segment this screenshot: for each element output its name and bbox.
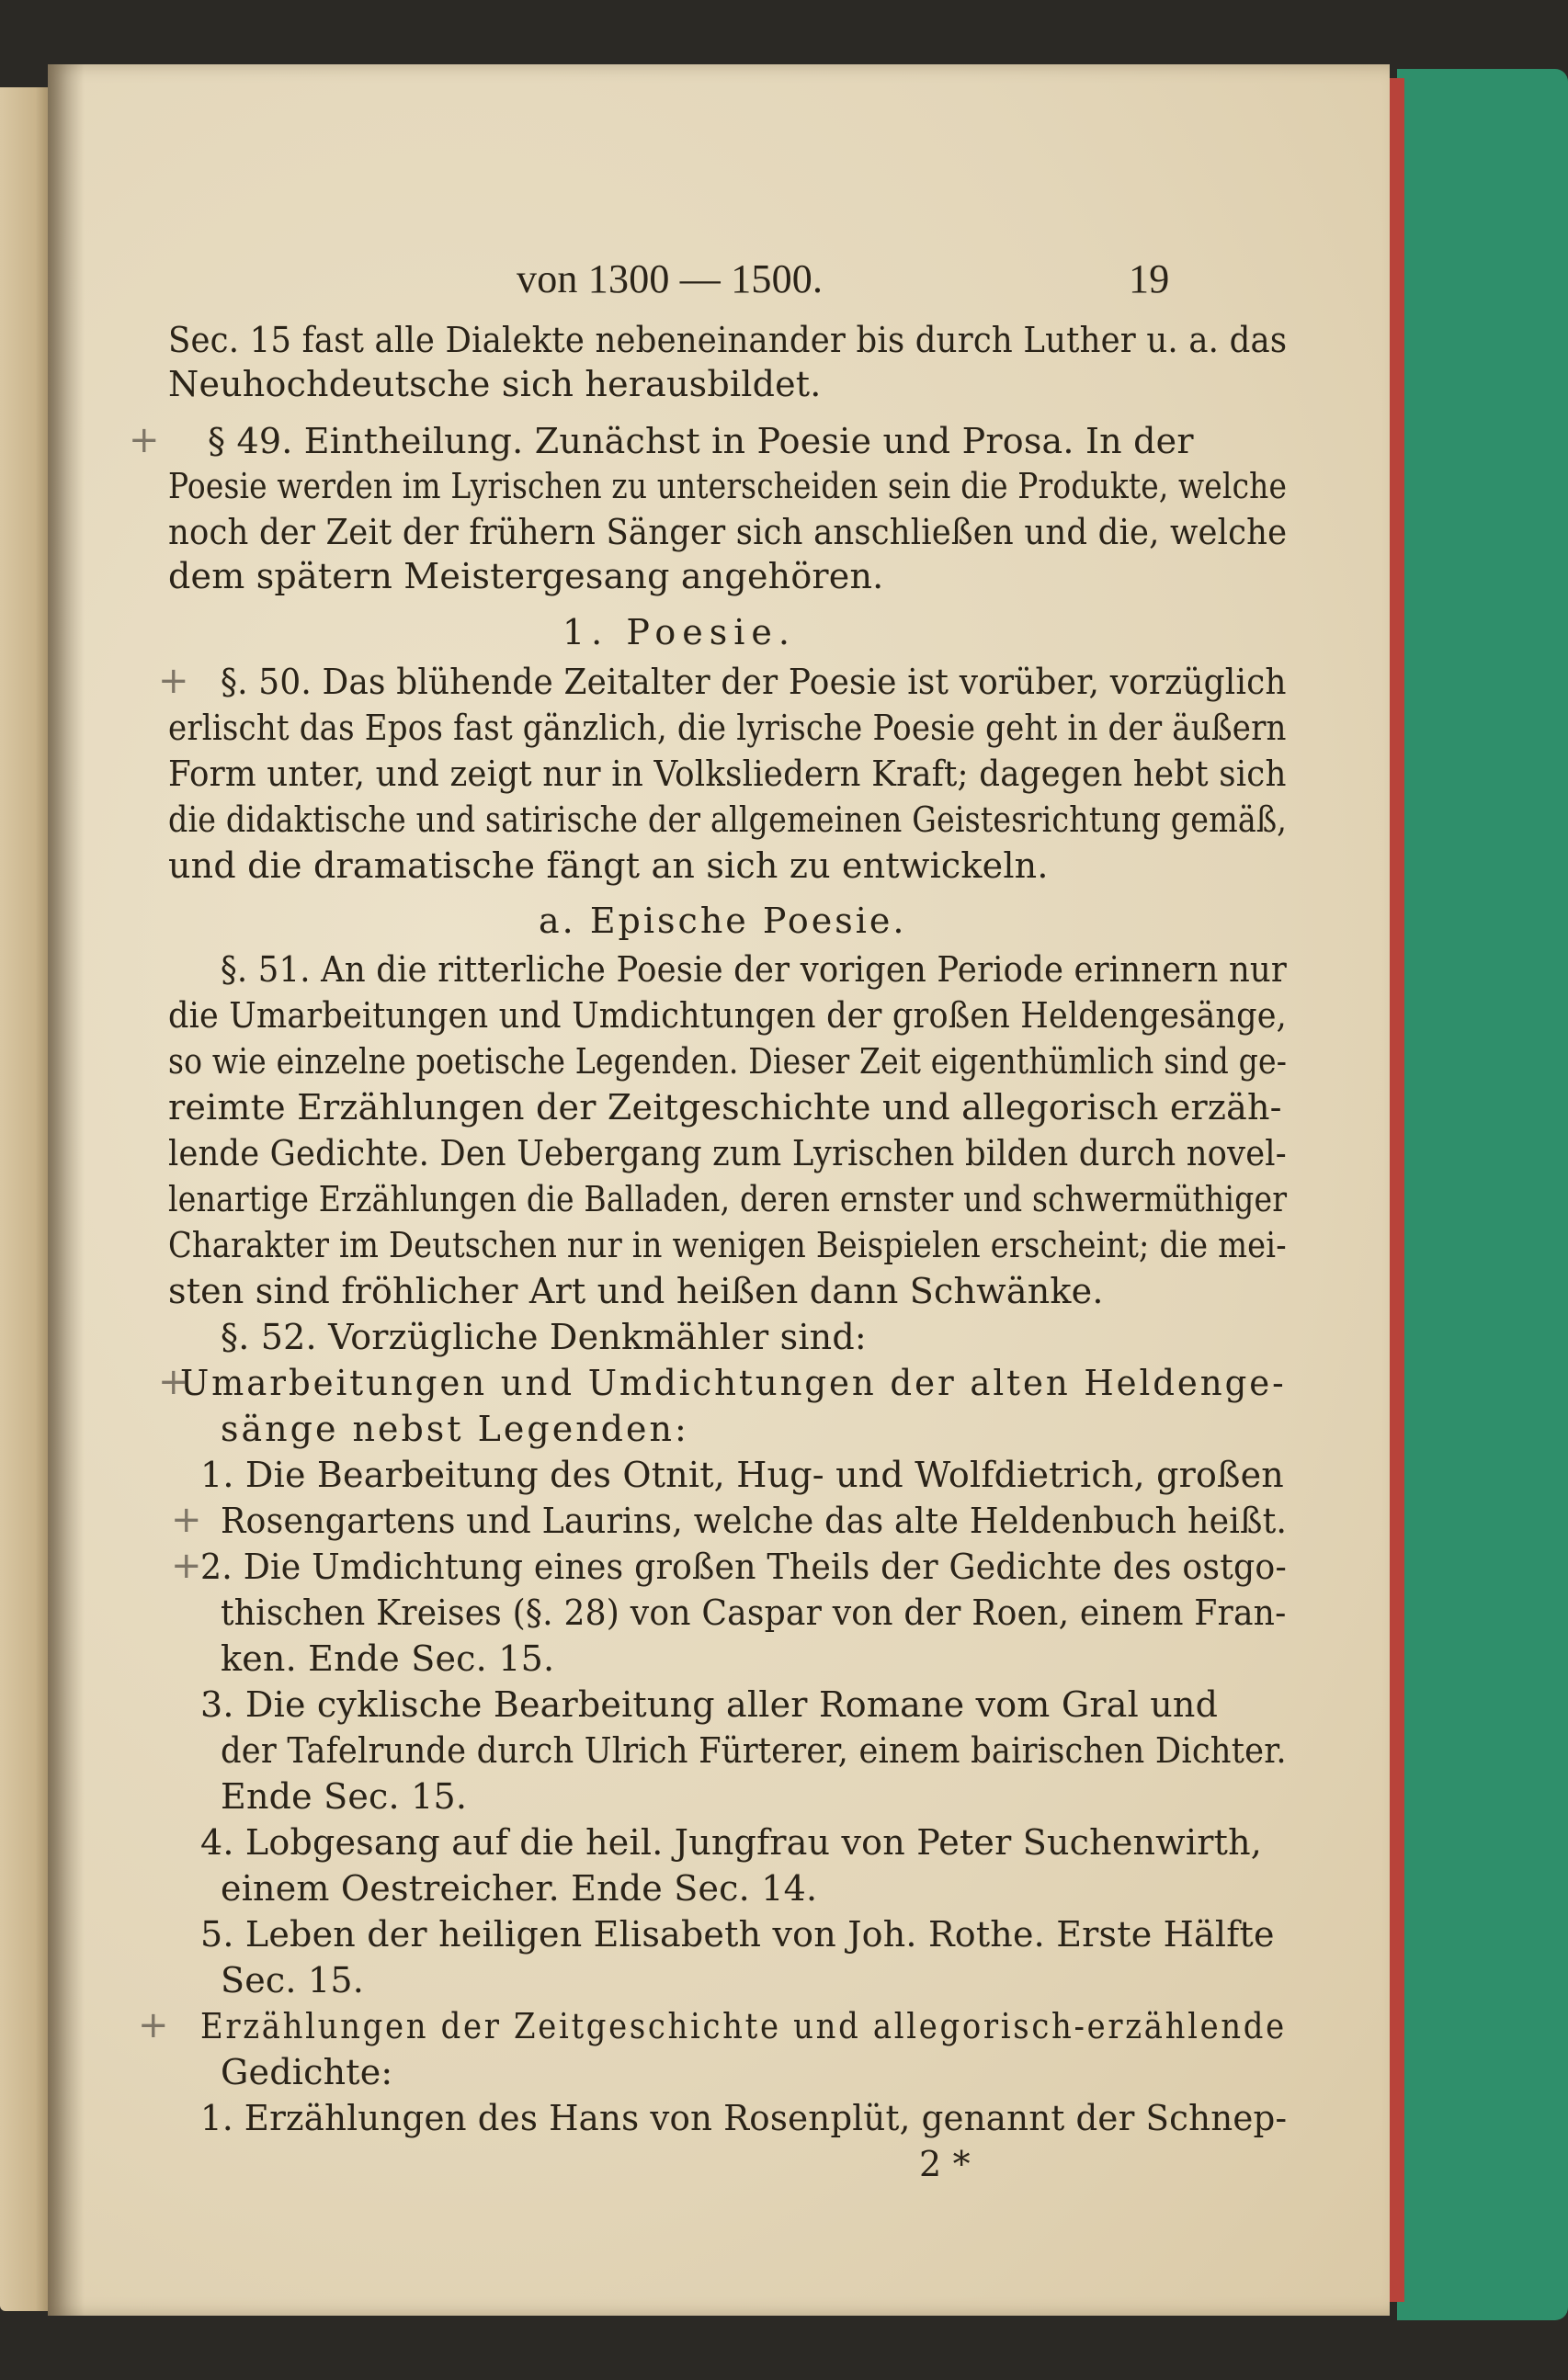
pencil-plus-mark: + <box>158 1361 189 1403</box>
page-number: 19 <box>1129 256 1170 301</box>
facing-page-edge <box>0 87 51 2311</box>
text-line: reimte Erzählungen der Zeitgeschichte und allegorisch erzäh- <box>168 1087 1282 1128</box>
list-item-2-continuation: ken. Ende Sec. 15. <box>221 1638 555 1679</box>
text-line: Poesie werden im Lyrischen zu unterscheiden sein die Produkte, welche <box>168 466 1288 506</box>
text-line: lende Gedichte. Den Uebergang zum Lyrischen bilden durch novel- <box>168 1133 1287 1173</box>
list-item-2: 2. Die Umdichtung eines großen Theils der Gedichte des ostgo- <box>200 1547 1287 1587</box>
pencil-plus-mark: + <box>158 660 189 702</box>
list-heading-umarbeitungen: Umarbeitungen und Umdichtungen der alten Heldenge- <box>180 1363 1287 1403</box>
text-line: dem spätern Meistergesang angehören. <box>168 556 884 596</box>
list-heading-continuation: sänge nebst Legenden: <box>221 1409 689 1449</box>
text-line: Neuhochdeutsche sich herausbildet. <box>168 364 822 404</box>
page-gutter-shadow <box>48 64 85 2316</box>
text-line: lenartige Erzählungen die Balladen, deren ernster und schwermüthiger <box>168 1179 1288 1219</box>
text-line: sten sind fröhlicher Art und heißen dann Schwänke. <box>168 1271 1104 1311</box>
running-header: von 1300 — 1500. <box>517 256 824 301</box>
pencil-plus-mark: + <box>129 419 160 461</box>
text-line: die Umarbeitungen und Umdichtungen der großen Heldengesänge, <box>168 995 1288 1036</box>
text-line: Charakter im Deutschen nur in wenigen Beispielen erscheint; die mei- <box>168 1225 1287 1265</box>
text-line: die didaktische und satirische der allgemeinen Geistesrichtung gemäß, <box>168 799 1288 840</box>
list-item-5-continuation: Sec. 15. <box>221 1960 364 2000</box>
list-item-4-continuation: einem Oestreicher. Ende Sec. 14. <box>221 1868 818 1909</box>
list-item-1-continuation: Rosengartens und Laurins, welche das alte Heldenbuch heißt. <box>221 1501 1288 1541</box>
list-heading-erzaehlungen: Erzählungen der Zeitgeschichte und allegorisch-erzählende <box>200 2006 1287 2046</box>
list-item-5: 5. Leben der heiligen Elisabeth von Joh. Rothe. Erste Hälfte <box>200 1914 1275 1955</box>
text-line: erlischt das Epos fast gänzlich, die lyrische Poesie geht in der äußern <box>168 708 1287 748</box>
list-item-1: 1. Erzählungen des Hans von Rosenplüt, genannt der Schnep- <box>200 2098 1288 2138</box>
list-item-3: 3. Die cyklische Bearbeitung aller Romane vom Gral und <box>200 1684 1219 1725</box>
list-item-3-continuation: der Tafelrunde durch Ulrich Fürterer, einem bairischen Dichter. <box>221 1730 1287 1771</box>
pencil-plus-mark: + <box>171 1545 202 1587</box>
pencil-plus-mark: + <box>138 2004 169 2046</box>
section-heading-poesie: 1. Poesie. <box>562 612 796 652</box>
text-line: noch der Zeit der frühern Sänger sich anschließen und die, welche <box>168 512 1288 552</box>
paragraph-49-line: § 49. Eintheilung. Zunächst in Poesie und Prosa. In der <box>208 421 1194 461</box>
text-line: Form unter, und zeigt nur in Volksliedern Kraft; dagegen hebt sich <box>168 754 1287 794</box>
paragraph-51-line: §. 51. An die ritterliche Poesie der vorigen Periode erinnern nur <box>221 949 1288 990</box>
book-cover-green <box>1397 69 1568 2320</box>
list-item-3-continuation: Ende Sec. 15. <box>221 1776 468 1817</box>
list-heading-continuation: Gedichte: <box>221 2052 393 2092</box>
paragraph-52-line: §. 52. Vorzügliche Denkmähler sind: <box>221 1317 867 1357</box>
printer-signature-mark: 2 * <box>919 2144 971 2184</box>
pencil-plus-mark: + <box>171 1499 202 1541</box>
text-line: so wie einzelne poetische Legenden. Dieser Zeit eigenthümlich sind ge- <box>168 1041 1288 1082</box>
text-line: und die dramatische fängt an sich zu entwickeln. <box>168 845 1049 886</box>
list-item-2-continuation: thischen Kreises (§. 28) von Caspar von der Roen, einem Fran- <box>221 1592 1287 1633</box>
paragraph-50-line: §. 50. Das blühende Zeitalter der Poesie ist vorüber, vorzüglich <box>221 662 1287 702</box>
list-item-4: 4. Lobgesang auf die heil. Jungfrau von Peter Suchenwirth, <box>200 1822 1263 1863</box>
subsection-heading-epische-poesie: a. Epische Poesie. <box>539 901 907 941</box>
list-item-1: 1. Die Bearbeitung des Otnit, Hug- und Wolfdietrich, großen <box>200 1455 1284 1495</box>
red-page-edges <box>1388 78 1404 2302</box>
text-line: Sec. 15 fast alle Dialekte nebeneinander bis durch Luther u. a. das <box>168 320 1288 360</box>
